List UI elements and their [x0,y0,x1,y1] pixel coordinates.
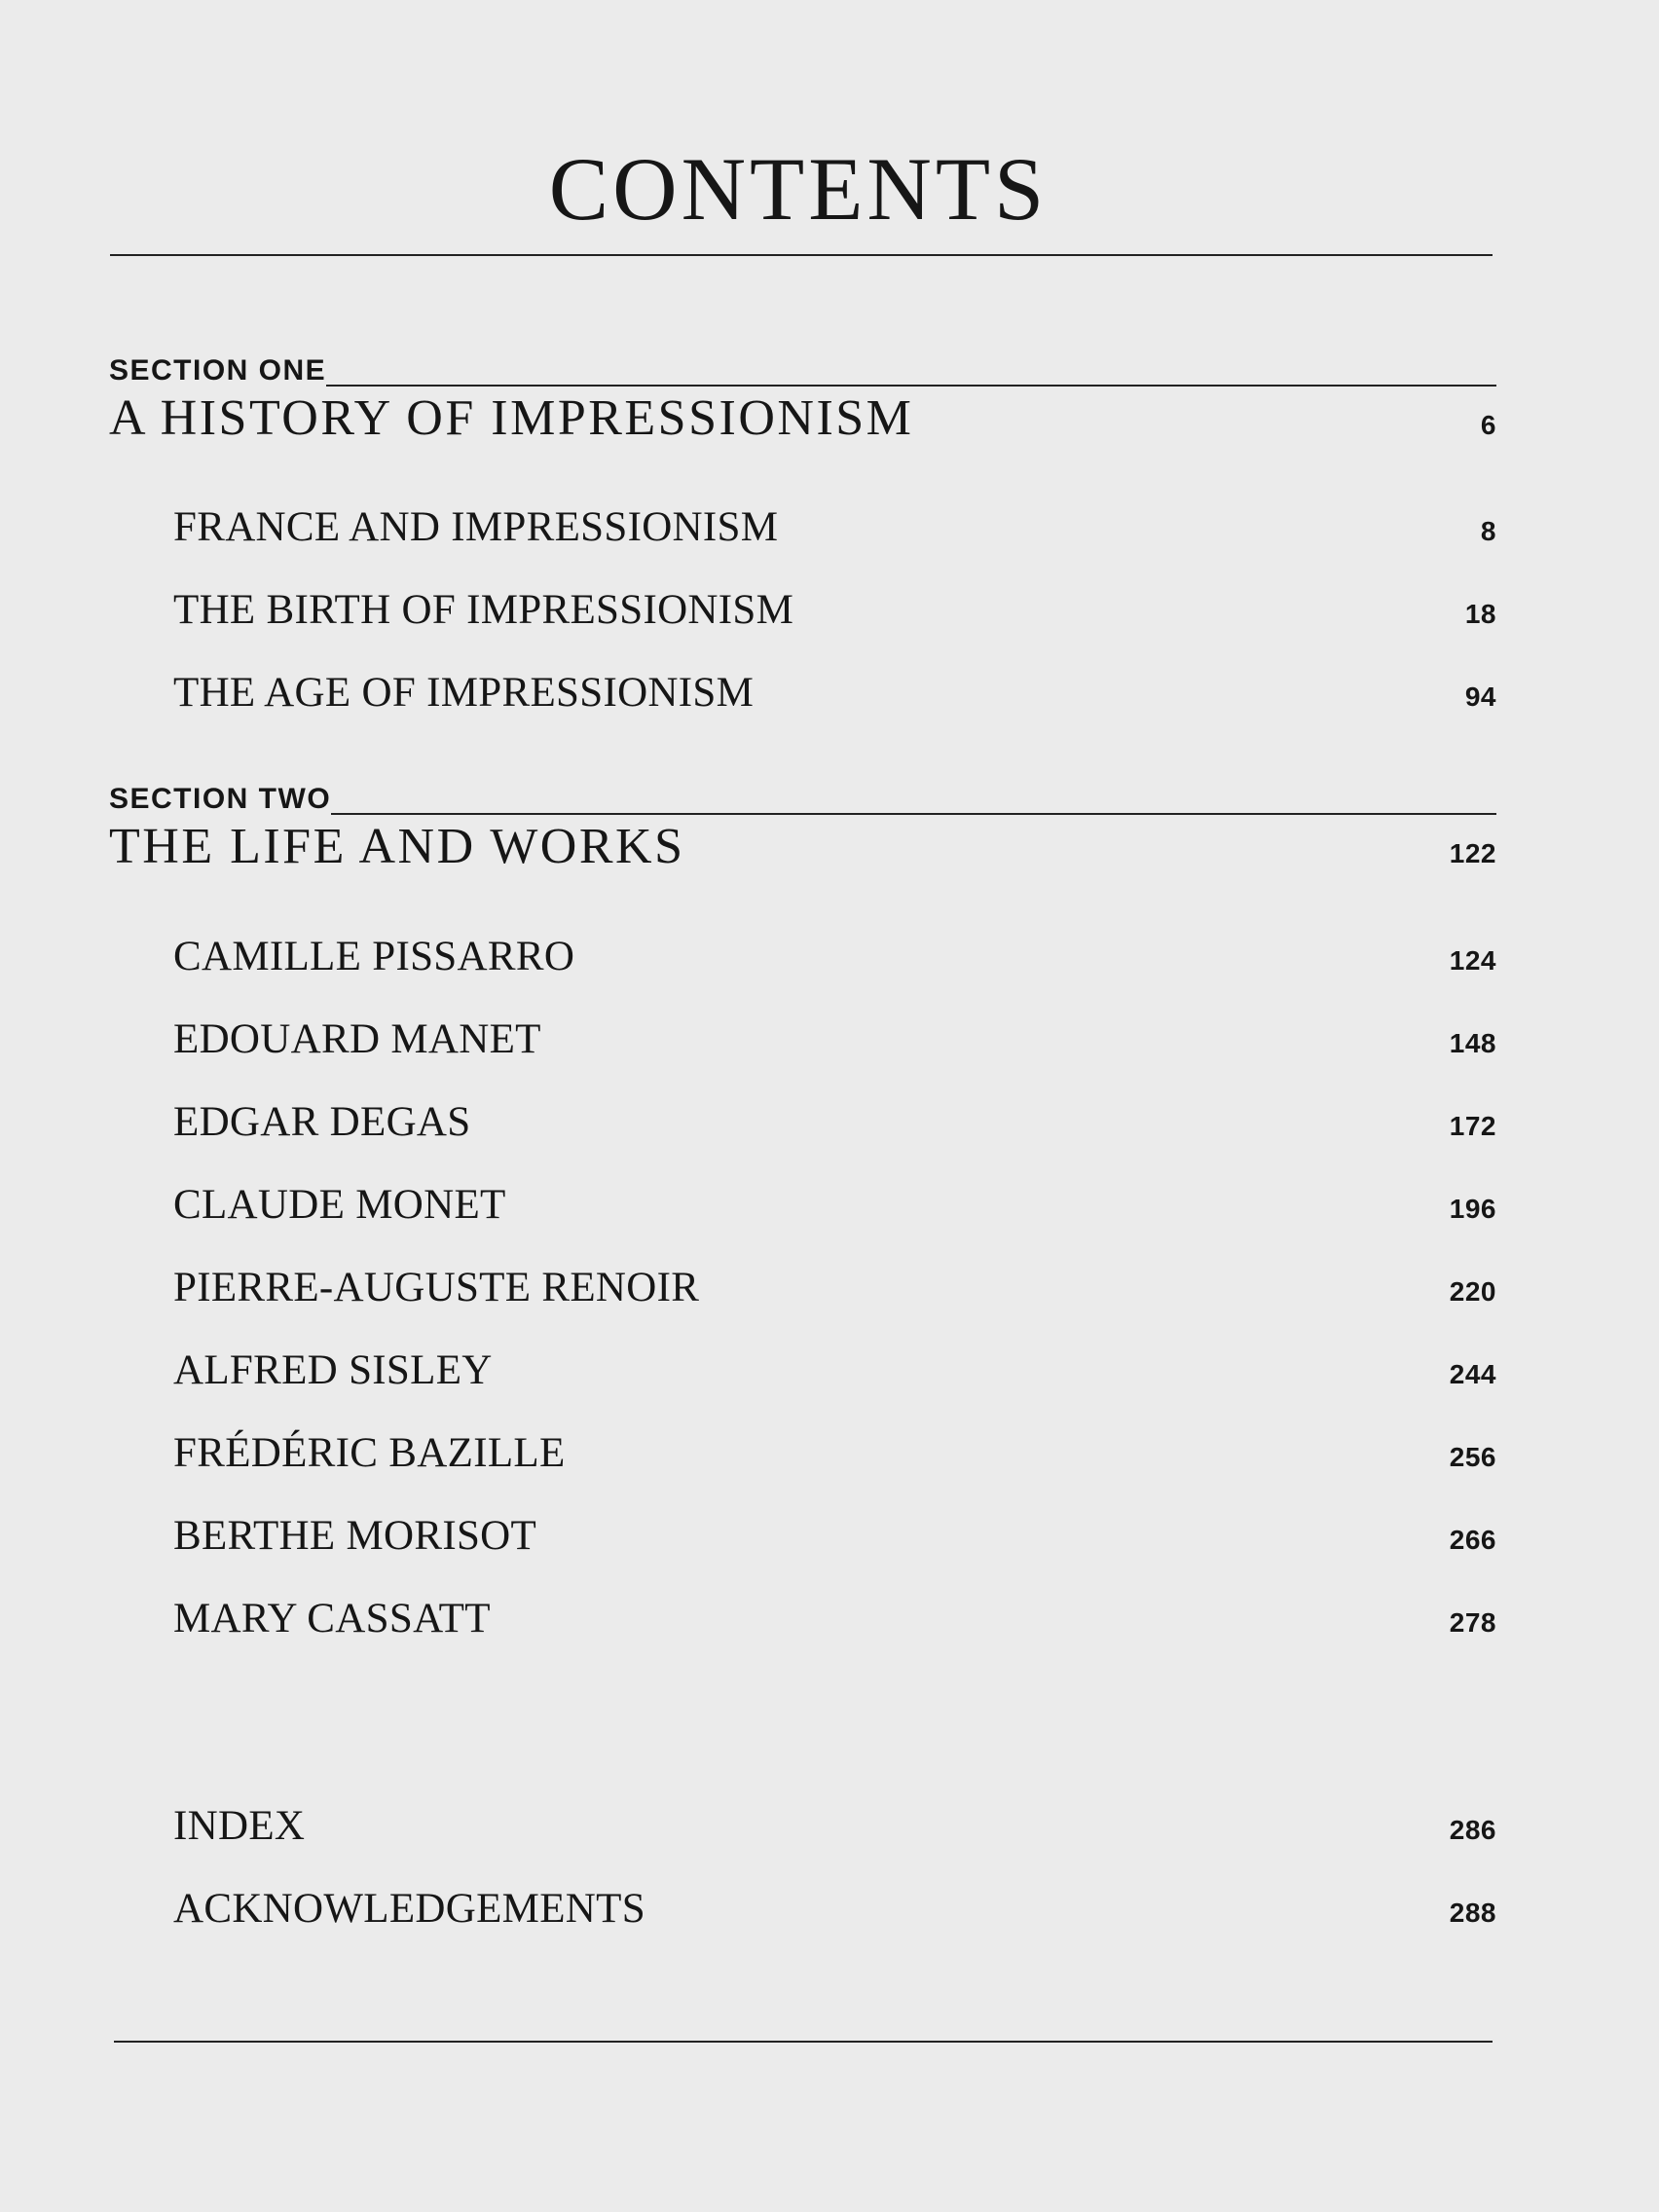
entry-title: ALFRED SISLEY [173,1347,493,1393]
section-rule [331,813,1496,815]
page-number: 148 [1449,1028,1496,1058]
section-heading: THE LIFE AND WORKS [109,819,685,874]
section-label-row [109,352,1496,387]
entry-title: FRANCE AND IMPRESSIONISM [173,504,779,550]
page-number: 122 [1449,838,1496,868]
toc-entry[interactable] [173,1342,1496,1400]
toc-entry[interactable] [173,664,1496,722]
section-heading-row[interactable] [109,818,1496,876]
section-two [109,781,1496,876]
section-rule [326,385,1496,387]
entry-title: MARY CASSATT [173,1596,491,1641]
entry-title: BERTHE MORISOT [173,1513,537,1559]
page-number: 8 [1480,516,1496,546]
toc-entry[interactable] [173,928,1496,986]
toc-entry[interactable] [173,498,1496,557]
section-heading-row[interactable] [109,389,1496,448]
entry-title: THE AGE OF IMPRESSIONISM [173,670,755,716]
toc-entry-index[interactable] [173,1797,1496,1856]
page-number: 94 [1464,682,1496,712]
section-label-row [109,781,1496,816]
entry-title: EDOUARD MANET [173,1016,541,1062]
page-number: 172 [1449,1111,1496,1141]
toc-entry[interactable] [173,1093,1496,1152]
bottom-divider [114,2041,1493,2043]
page-number: 256 [1449,1442,1496,1472]
entry-title: CAMILLE PISSARRO [173,934,575,979]
section-one [109,352,1496,448]
toc-entry[interactable] [173,1259,1496,1317]
toc-entry[interactable] [173,1590,1496,1648]
entry-title: EDGAR DEGAS [173,1099,471,1145]
page-number: 288 [1449,1898,1496,1928]
section-label: SECTION TWO [109,783,332,815]
page-number: 124 [1449,945,1496,976]
entry-title: INDEX [173,1803,306,1849]
page-number: 266 [1449,1525,1496,1555]
entry-title: PIERRE-AUGUSTE RENOIR [173,1265,700,1310]
page-title: CONTENTS [548,139,1049,239]
entry-title: FRÉDÉRIC BAZILLE [173,1430,566,1476]
toc-entry[interactable] [173,1507,1496,1566]
page-number: 278 [1449,1607,1496,1638]
entry-title: CLAUDE MONET [173,1182,506,1228]
page-number: 286 [1449,1815,1496,1845]
toc-entry[interactable] [173,1176,1496,1235]
page-number: 18 [1464,599,1496,629]
section-heading: A HISTORY OF IMPRESSIONISM [109,390,914,446]
entry-title: ACKNOWLEDGEMENTS [173,1886,645,1932]
section-label: SECTION ONE [109,354,327,387]
toc-entry[interactable] [173,1424,1496,1483]
toc-entry-acknowledgements[interactable] [173,1880,1496,1938]
toc-entry[interactable] [173,1011,1496,1069]
page-number: 220 [1449,1276,1496,1307]
page-number: 196 [1449,1194,1496,1224]
title-divider [110,254,1493,256]
toc-entry[interactable] [173,581,1496,640]
entry-title: THE BIRTH OF IMPRESSIONISM [173,587,794,633]
page-number: 244 [1449,1359,1496,1389]
page-number: 6 [1480,410,1496,440]
